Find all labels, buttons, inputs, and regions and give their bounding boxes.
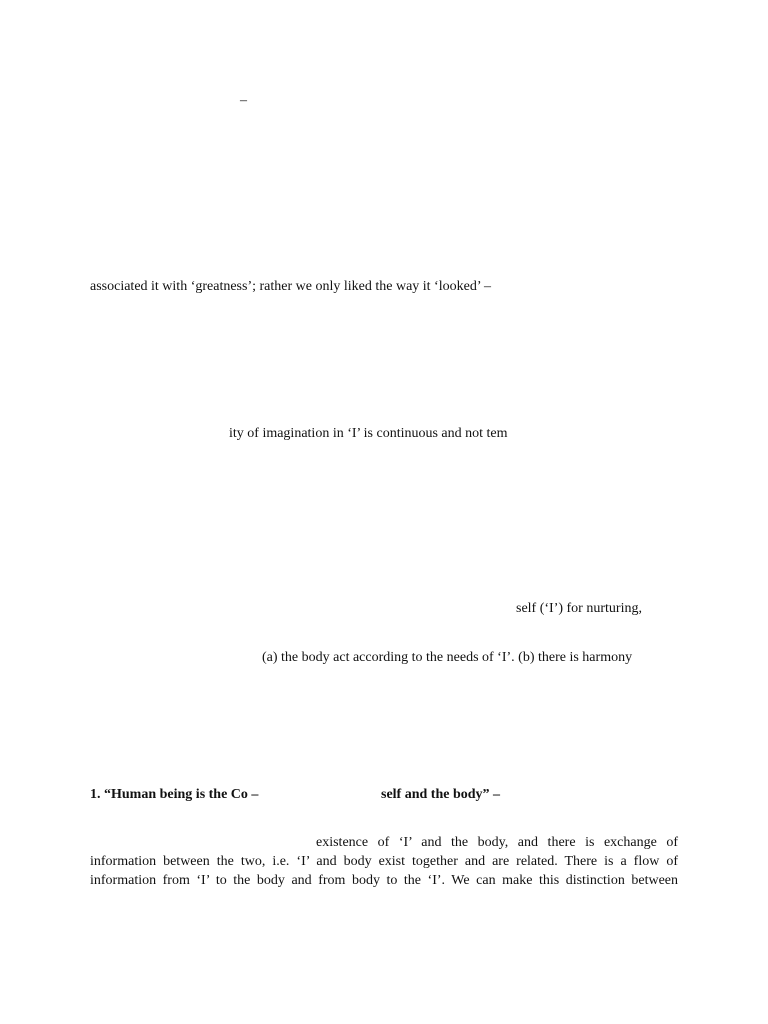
paragraph-line-3: information from ‘I’ to the body and from body to the ‘I’. We can make this distinction between — [90, 873, 678, 888]
text-fragment-self: self (‘I’) for nurturing, — [516, 601, 642, 616]
text-fragment-imagination: ity of imagination in ‘I’ is continuous and not tem — [229, 426, 508, 441]
heading-part-1: 1. “Human being is the Co – — [90, 787, 259, 802]
paragraph-line-2: information between the two, i.e. ‘I’ and body exist together and are related. There is a flow of — [90, 854, 678, 869]
text-fragment-greatness: associated it with ‘greatness’; rather we only liked the way it ‘looked’ – — [90, 279, 491, 294]
paragraph-line-1: existence of ‘I’ and the body, and there is exchange of — [316, 835, 678, 850]
dash-fragment: – — [240, 93, 247, 108]
heading-part-2: self and the body” – — [381, 787, 501, 802]
text-fragment-body-act: (a) the body act according to the needs of ‘I’. (b) there is harmony — [262, 650, 633, 665]
body-paragraph — [90, 833, 678, 890]
